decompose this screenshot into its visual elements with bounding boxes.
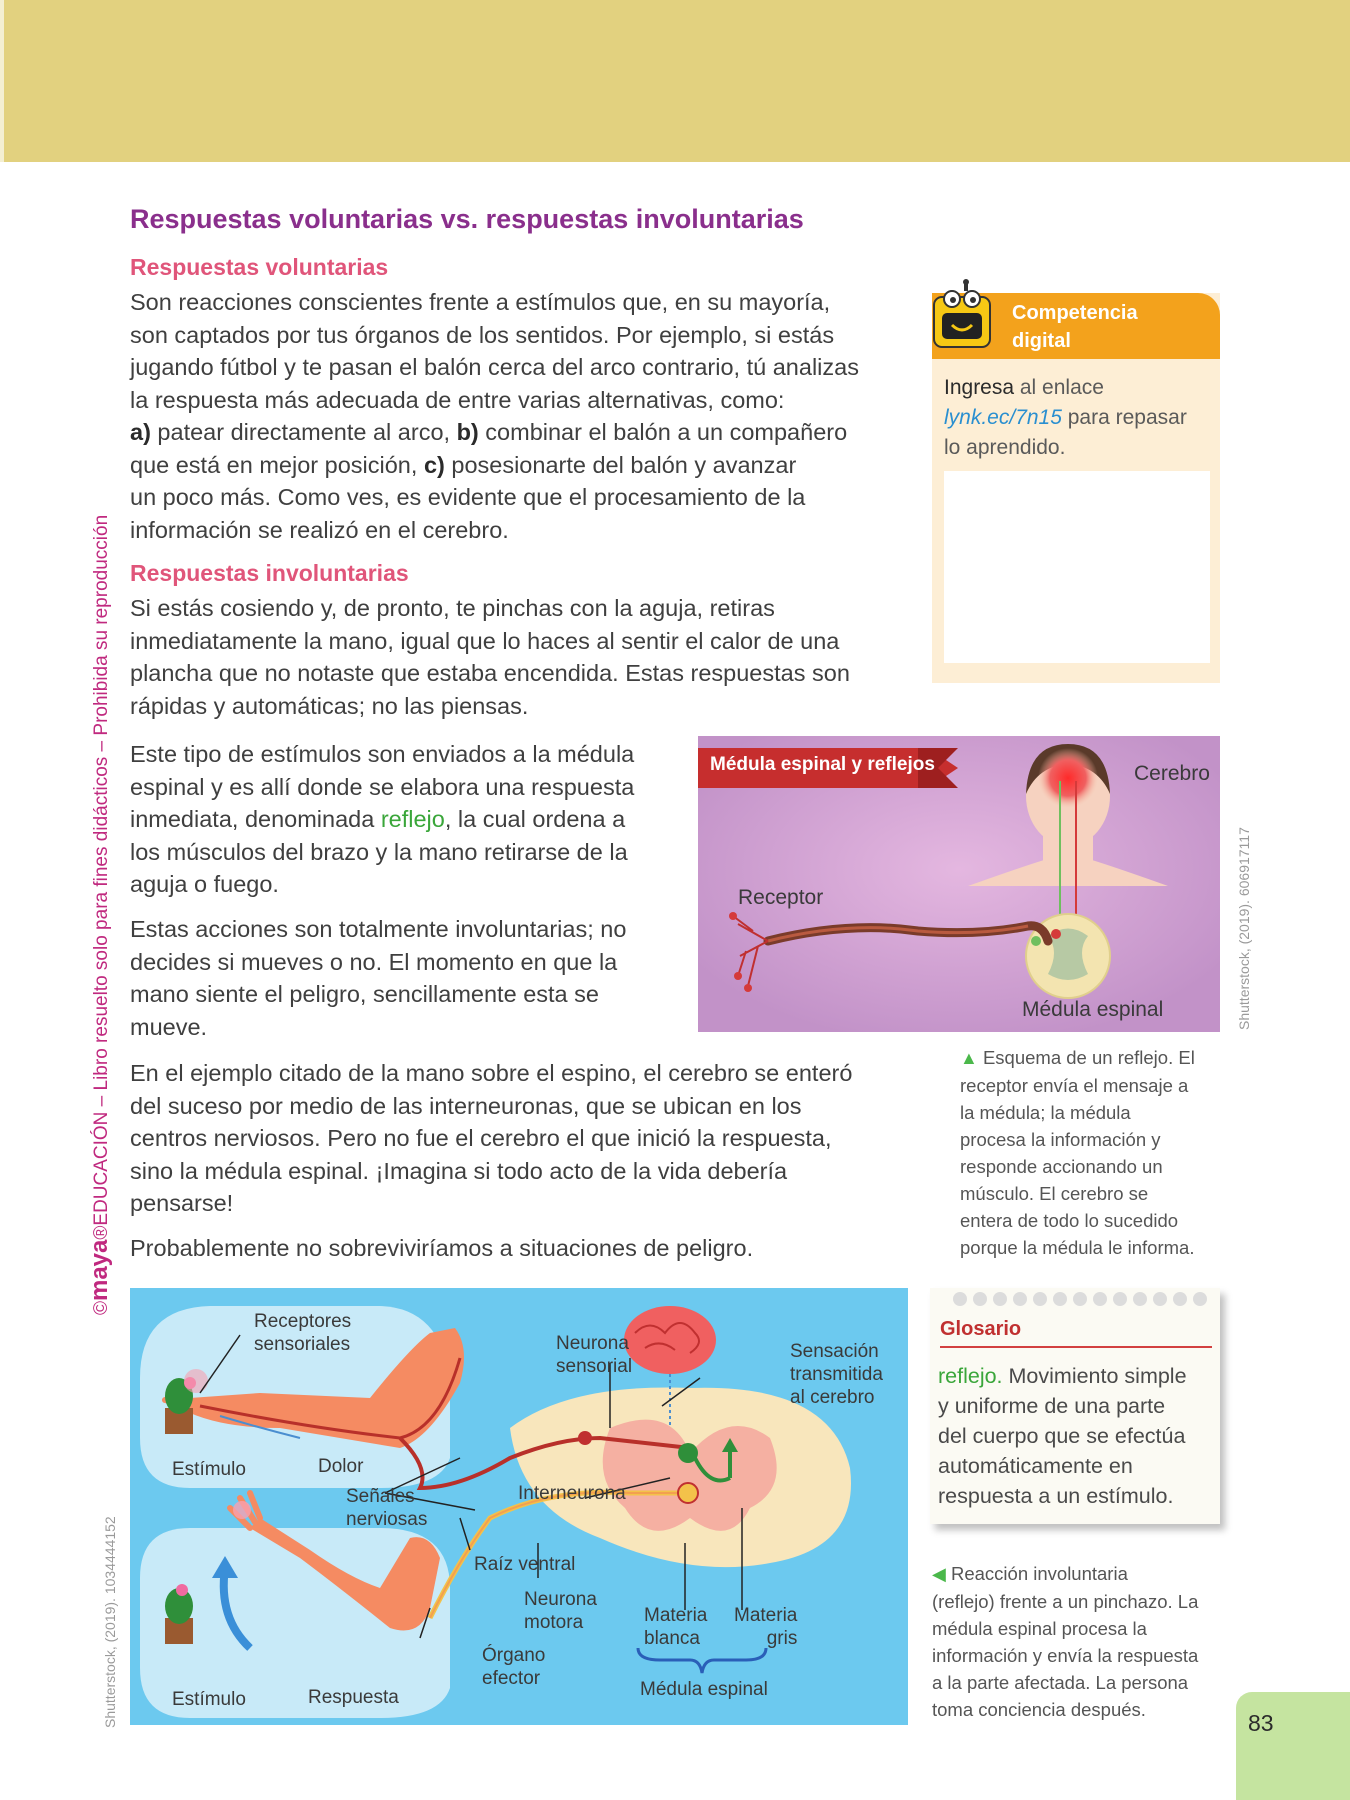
brand-logo: maya (86, 1239, 113, 1301)
text-line: y uniforme de una parte (938, 1394, 1166, 1418)
text-line: son captados por tus órganos de los sentidos. Por ejemplo, si estás (130, 321, 835, 348)
label-line: blanca (644, 1628, 700, 1649)
text-run: al enlace (1014, 376, 1104, 399)
paragraph-survive: Probablemente no sobreviviríamos a situaciones de peligro. (130, 1235, 754, 1261)
figure-spinal-reflex (698, 736, 1220, 1032)
caption-line: a la parte afectada. La persona (932, 1672, 1189, 1693)
text-line: un poco más. Como ves, es evidente que el procesamiento de la (130, 484, 806, 510)
label-receptor: Receptor (738, 886, 824, 909)
text-line: centros nerviosos. Pero no fue el cerebro el que inició la respuesta, (130, 1125, 832, 1151)
competencia-text (944, 373, 1214, 463)
label-respuesta: Respuesta (308, 1687, 399, 1708)
label-estimulo-bottom: Estímulo (172, 1689, 246, 1710)
text-line: pensarse! (130, 1190, 234, 1216)
text-line: del cuerpo que se efectúa (938, 1424, 1186, 1448)
text-line: jugando fútbol y te pasan el balón cerca del arco contrario, tú analizas (130, 354, 859, 380)
text-run: , la cual ordena a (444, 806, 626, 832)
glosario-box (930, 1288, 1220, 1524)
label-medula-espinal: Médula espinal (1022, 998, 1164, 1021)
link-lynk[interactable]: lynk.ec/7n15 (944, 406, 1062, 429)
text-run: Movimiento simple (1002, 1364, 1187, 1388)
label-sensacion (790, 1340, 883, 1409)
caption-line: procesa la información y (960, 1129, 1161, 1150)
text-run: inmediata, denominada (130, 806, 381, 832)
caption-line: entera de todo lo sucedido (960, 1210, 1179, 1231)
label-neurona-motora (524, 1588, 597, 1634)
option-letter: c) (423, 451, 445, 478)
option-text: posesionarte del balón y avanzar (444, 451, 797, 478)
text-line: mano siente el peligro, sencillamente esta se (130, 981, 599, 1007)
label-line: sensorial (556, 1356, 633, 1377)
heading-involuntary: Respuestas involuntarias (130, 560, 409, 586)
label-estimulo-top: Estímulo (172, 1459, 246, 1480)
caption-line: médula espinal procesa la (932, 1618, 1147, 1639)
figure-reflex-arc (130, 1288, 908, 1725)
text-line (130, 803, 690, 836)
glosario-title: Glosario (940, 1318, 1022, 1340)
text-line (130, 416, 910, 449)
competencia-digital-box (932, 293, 1220, 683)
label-line: Neurona (524, 1589, 597, 1610)
caption-line: músculo. El cerebro se (960, 1183, 1149, 1204)
term-reflejo: reflejo (380, 806, 445, 832)
label-line: Órgano (482, 1645, 546, 1666)
text-line: aguja o fuego. (130, 871, 279, 897)
text-line: información se realizó en el cerebro. (130, 516, 509, 543)
label-line: Receptores (254, 1311, 352, 1332)
binder-holes-icon (950, 1290, 1220, 1308)
figure1-title: Médula espinal y reflejos (710, 754, 935, 775)
label-senales-nerviosas (346, 1485, 427, 1531)
label-line: Materia (734, 1605, 798, 1626)
robot-mascot-icon (928, 279, 1000, 359)
label-receptores-sensoriales (254, 1310, 351, 1356)
option-text: combinar el balón a un compañero (478, 419, 848, 445)
page-number-tab (1236, 1692, 1350, 1800)
label-line: motora (524, 1612, 584, 1633)
qr-placeholder (944, 471, 1210, 663)
option-text: que está en mejor posición, (130, 451, 424, 478)
label-line: Neurona (556, 1333, 629, 1354)
label-line: efector (482, 1668, 541, 1689)
label-raiz-ventral: Raíz ventral (474, 1554, 576, 1575)
text-line: Este tipo de estímulos son enviados a la médula (130, 741, 635, 767)
caption-line (932, 1560, 1227, 1588)
paragraph-voluntary (130, 286, 910, 546)
text-line: la respuesta más adecuada de entre varias alternativas, como: (130, 386, 785, 413)
title-line: digital (1012, 330, 1071, 352)
photo-credit-bottom: Shutterstock, (2019). 1034444152 (102, 1516, 118, 1728)
text-line: plancha que no notaste que estaba encendida. Estas respuestas son (130, 660, 850, 686)
side-copyright (86, 515, 114, 1315)
text-line (944, 403, 1214, 433)
text-line (938, 1361, 1214, 1391)
option-text: patear directamente al arco, (150, 419, 457, 445)
text-line: del suceso por medio de las interneuronas, que se ubican en los (130, 1092, 802, 1119)
figure1-caption (960, 1044, 1222, 1261)
copyright-symbol: © (91, 1301, 112, 1315)
text-line: decides si mueves o no. El momento en que la (130, 948, 618, 975)
text-line (130, 449, 910, 482)
label-line: Sensación (790, 1341, 879, 1362)
page-title: Respuestas voluntarias vs. respuestas involuntarias (130, 204, 804, 234)
text-line: lo aprendido. (944, 436, 1066, 459)
label-cerebro: Cerebro (1134, 762, 1210, 785)
text-line: los músculos del brazo y la mano retirarse de la (130, 838, 628, 865)
caption-line (960, 1044, 1222, 1072)
text-line: mueve. (130, 1013, 208, 1040)
text-line: automáticamente en (938, 1454, 1133, 1478)
page-number: 83 (1248, 1710, 1274, 1736)
caption-line: toma conciencia después. (932, 1699, 1146, 1720)
glosario-divider (940, 1346, 1212, 1348)
text-line: rápidas y automáticas; no las piensas. (130, 692, 529, 719)
label-organo-efector (482, 1644, 545, 1690)
glosario-definition (938, 1361, 1214, 1511)
label-dolor: Dolor (318, 1456, 364, 1477)
label-line: Señales (346, 1486, 415, 1507)
label-line: gris (766, 1628, 798, 1649)
caption-text: Esquema de un reflejo. El (982, 1047, 1195, 1068)
option-letter: a) (130, 419, 151, 445)
text-line: respuesta a un estímulo. (938, 1484, 1174, 1508)
paragraph-involuntary (130, 592, 910, 722)
label-line: nerviosas (346, 1509, 428, 1530)
paragraph-actions (130, 913, 690, 1043)
label-medula-espinal-2: Médula espinal (640, 1679, 768, 1700)
label-interneurona: Interneurona (518, 1483, 626, 1504)
label-line: al cerebro (790, 1387, 875, 1408)
text-line: Estas acciones son totalmente involuntarias; no (130, 916, 627, 942)
text-line: inmediatamente la mano, igual que lo haces al sentir el calor de una (130, 627, 840, 654)
caption-line: información y envía la respuesta (932, 1645, 1199, 1666)
text-line: sino la médula espinal. ¡Imagina si todo acto de la vida debería (130, 1157, 788, 1184)
heading-voluntary: Respuestas voluntarias (130, 254, 389, 280)
label-materia-gris (734, 1604, 797, 1650)
text-line: Son reacciones conscientes frente a estímulos que, en su mayoría, (130, 289, 831, 315)
caption-line: (reflejo) frente a un pinchazo. La (932, 1591, 1199, 1612)
competencia-title (1012, 299, 1192, 355)
copyright-text: ®EDUCACIÓN – Libro resuelto solo para fines didácticos – Prohibida su reproducción (91, 514, 112, 1240)
text-run: para repasar (1061, 406, 1187, 429)
text-line: espinal y es allí donde se elabora una respuesta (130, 773, 635, 800)
photo-credit-top: Shutterstock, (2019). 606917117 (1236, 827, 1252, 1030)
paragraph-reflex (130, 738, 690, 901)
title-line: Competencia (1012, 302, 1138, 324)
glosario-term: reflejo. (938, 1364, 1003, 1388)
caption-line: la médula; la médula (960, 1102, 1131, 1123)
label-neurona-sensorial (556, 1332, 632, 1378)
caption-text: Reacción involuntaria (950, 1563, 1128, 1584)
figure2-caption (932, 1560, 1227, 1723)
caption-line: receptor envía el mensaje a (960, 1075, 1189, 1096)
triangle-up-icon: ▲ (960, 1048, 978, 1068)
label-line: Materia (644, 1605, 708, 1626)
caption-line: responde accionando un (960, 1156, 1163, 1177)
ingresa-word: Ingresa (944, 376, 1015, 399)
text-line (944, 373, 1214, 403)
triangle-left-icon: ◀ (932, 1564, 946, 1584)
text-line: Si estás cosiendo y, de pronto, te pinchas con la aguja, retiras (130, 595, 775, 621)
caption-line: porque la médula le informa. (960, 1237, 1195, 1258)
label-line: transmitida (790, 1364, 883, 1385)
option-letter: b) (456, 419, 479, 445)
text-line: En el ejemplo citado de la mano sobre el espino, el cerebro se enteró (130, 1060, 853, 1086)
label-line: sensoriales (254, 1334, 351, 1355)
paragraph-example (130, 1057, 910, 1220)
top-color-band (0, 0, 1350, 162)
label-materia-blanca (644, 1604, 707, 1650)
